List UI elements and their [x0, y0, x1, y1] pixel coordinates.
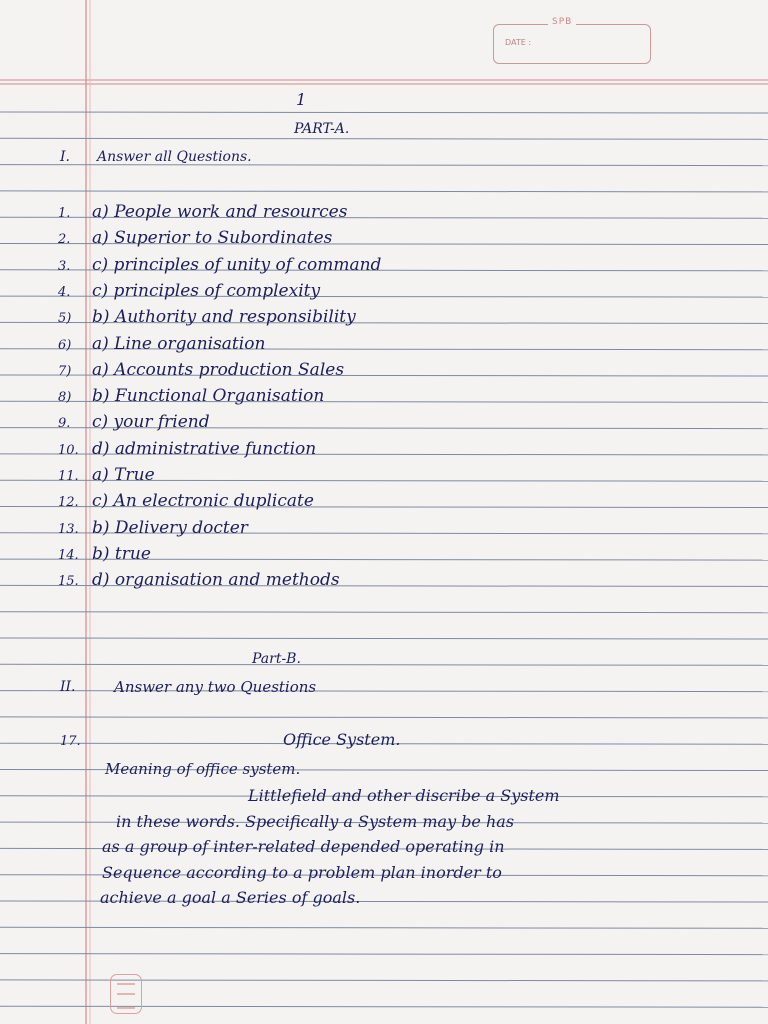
- part-b-heading: Part-B.: [252, 651, 301, 667]
- answer-number: 2.: [58, 232, 71, 248]
- answer-text: d) administrative function: [92, 438, 317, 459]
- answer-text: b) true: [92, 543, 151, 564]
- answer-text: a) People work and resources: [92, 202, 348, 222]
- answer-number: 4.: [58, 284, 71, 300]
- answer-text: a) Accounts production Sales: [92, 359, 345, 380]
- answer-text: b) Delivery docter: [92, 517, 248, 538]
- answer-text: b) Functional Organisation: [92, 386, 325, 407]
- answer-number: 7): [58, 363, 72, 379]
- answer-text: d) organisation and methods: [92, 570, 340, 591]
- answer-text: a) True: [92, 465, 155, 485]
- answer-number: 3.: [58, 258, 71, 274]
- date-label: DATE :: [505, 38, 532, 47]
- answer-number: 14.: [58, 547, 79, 563]
- answer-number: 11.: [58, 469, 79, 484]
- instruction-text: Answer all Questions.: [97, 149, 252, 165]
- answer-text: c) principles of complexity: [92, 280, 321, 301]
- section-number: I.: [60, 149, 70, 165]
- answer-number: 8): [58, 390, 72, 406]
- answer-text: a) Superior to Subordinates: [92, 228, 333, 249]
- body-line: as a group of inter-related depended operating in: [102, 837, 505, 856]
- answer-text: b) Authority and responsibility: [92, 307, 356, 328]
- answer-number: 10.: [58, 442, 79, 458]
- answer-text: c) An electronic duplicate: [92, 491, 314, 512]
- page-number: 1: [296, 90, 307, 109]
- subheading: Meaning of office system.: [105, 760, 301, 778]
- answer-text: c) your friend: [92, 412, 210, 433]
- answer-number: 13.: [58, 521, 79, 537]
- body-line: in these words. Specifically a System may be has: [116, 811, 515, 831]
- part-a-heading: PART-A.: [294, 121, 350, 137]
- instruction-text: Answer any two Questions: [114, 678, 317, 696]
- brand-label: SPB: [548, 17, 576, 27]
- answer-number: 9.: [58, 416, 71, 432]
- answer-number: 1.: [58, 206, 71, 221]
- answer-number: 5): [58, 311, 72, 327]
- body-line: Littlefield and other discribe a System: [248, 786, 560, 805]
- body-line: achieve a goal a Series of goals.: [100, 888, 361, 907]
- section-number: II.: [60, 679, 76, 695]
- answer-number: 6): [58, 337, 72, 353]
- topic-title: Office System.: [283, 730, 401, 749]
- binding-stamp: [110, 974, 142, 1014]
- answer-number: 15.: [58, 574, 79, 590]
- answer-number: 12.: [58, 495, 79, 511]
- question-number: 17.: [60, 734, 81, 749]
- body-line: Sequence according to a problem plan inorder to: [102, 862, 502, 882]
- answer-text: c) principles of unity of command: [92, 254, 382, 275]
- answer-text: a) Line organisation: [92, 333, 266, 354]
